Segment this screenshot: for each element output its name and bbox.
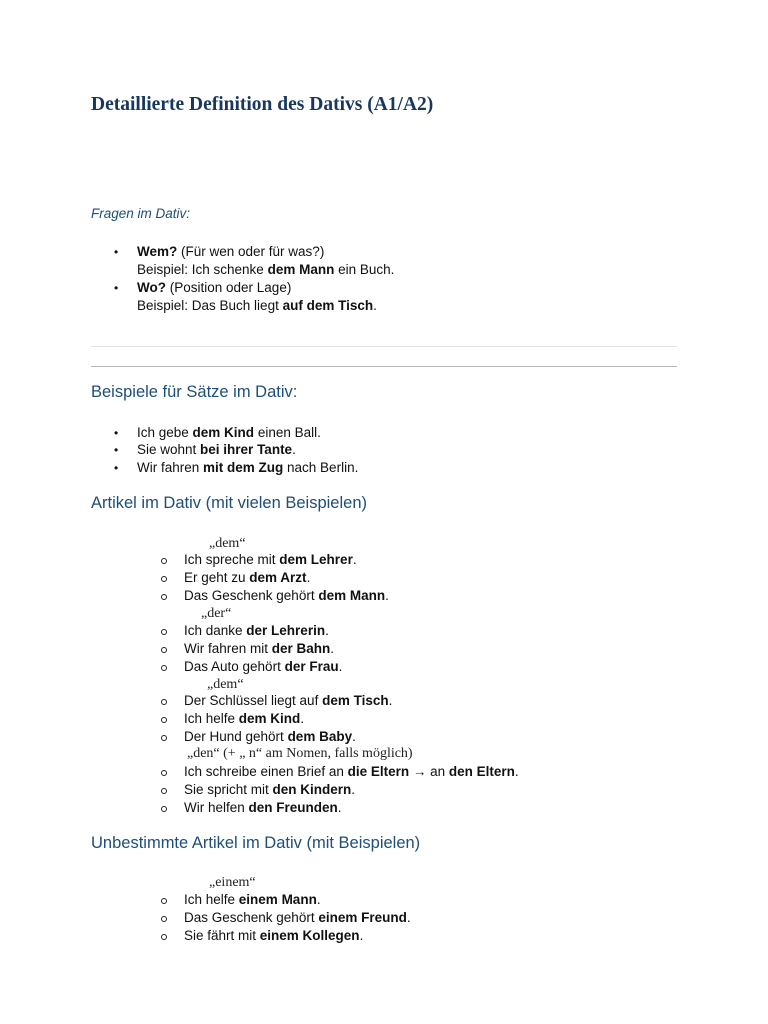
list-item: Das Auto gehört der Frau. [184, 659, 343, 674]
list-item: Ich danke der Lehrerin. [184, 623, 329, 638]
circle-bullet-icon [161, 717, 167, 723]
circle-bullet-icon [161, 916, 167, 922]
bullet-dot: • [114, 281, 119, 295]
unbestimmt-heading: Unbestimmte Artikel im Dativ (mit Beispielen) [91, 834, 421, 852]
circle-bullet-icon [161, 806, 167, 812]
circle-bullet-icon [161, 735, 167, 741]
circle-bullet-icon [161, 665, 167, 671]
circle-bullet-icon [161, 788, 167, 794]
circle-bullet-icon [161, 770, 167, 776]
circle-bullet-icon [161, 934, 167, 940]
list-item: Wo? (Position oder Lage) [137, 280, 292, 295]
list-item-example: Beispiel: Ich schenke dem Mann ein Buch. [137, 262, 395, 277]
divider [91, 346, 677, 347]
bullet-dot: • [114, 443, 119, 457]
article-label: „der“ [201, 606, 232, 621]
list-item: Das Geschenk gehört einem Freund. [184, 910, 411, 925]
bullet-dot: • [114, 426, 119, 440]
list-item: Ich spreche mit dem Lehrer. [184, 552, 357, 567]
list-item: Sie wohnt bei ihrer Tante. [137, 442, 296, 457]
list-item: Wir fahren mit dem Zug nach Berlin. [137, 460, 359, 475]
list-item: Ich schreibe einen Brief an die Eltern → an den Eltern. [184, 764, 519, 779]
list-item: Ich helfe einem Mann. [184, 892, 321, 907]
bullet-dot: • [114, 245, 119, 259]
circle-bullet-icon [161, 629, 167, 635]
article-label: „einem“ [209, 875, 256, 890]
list-item-example: Beispiel: Das Buch liegt auf dem Tisch. [137, 298, 377, 313]
list-item: Wem? (Für wen oder für was?) [137, 244, 325, 259]
circle-bullet-icon [161, 576, 167, 582]
circle-bullet-icon [161, 647, 167, 653]
page-title: Detaillierte Definition des Dativs (A1/A2) [91, 94, 434, 115]
article-label: „den“ (+ „ n“ am Nomen, falls möglich) [187, 746, 413, 761]
article-label: „dem“ [207, 677, 244, 692]
artikel-heading: Artikel im Dativ (mit vielen Beispielen) [91, 494, 367, 512]
circle-bullet-icon [161, 558, 167, 564]
list-item: Ich helfe dem Kind. [184, 711, 305, 726]
list-item: Ich gebe dem Kind einen Ball. [137, 425, 321, 440]
list-item: Sie spricht mit den Kindern. [184, 782, 356, 797]
list-item: Sie fährt mit einem Kollegen. [184, 928, 364, 943]
list-item: Der Schlüssel liegt auf dem Tisch. [184, 693, 393, 708]
list-item: Der Hund gehört dem Baby. [184, 729, 356, 744]
circle-bullet-icon [161, 699, 167, 705]
divider [91, 366, 677, 367]
fragen-heading: Fragen im Dativ: [91, 206, 191, 221]
article-label: „dem“ [209, 536, 246, 551]
list-item: Wir helfen den Freunden. [184, 800, 342, 815]
circle-bullet-icon [161, 898, 167, 904]
bullet-dot: • [114, 461, 119, 475]
circle-bullet-icon [161, 594, 167, 600]
beispiele-heading: Beispiele für Sätze im Dativ: [91, 383, 298, 401]
list-item: Er geht zu dem Arzt. [184, 570, 311, 585]
list-item: Das Geschenk gehört dem Mann. [184, 588, 389, 603]
list-item: Wir fahren mit der Bahn. [184, 641, 335, 656]
